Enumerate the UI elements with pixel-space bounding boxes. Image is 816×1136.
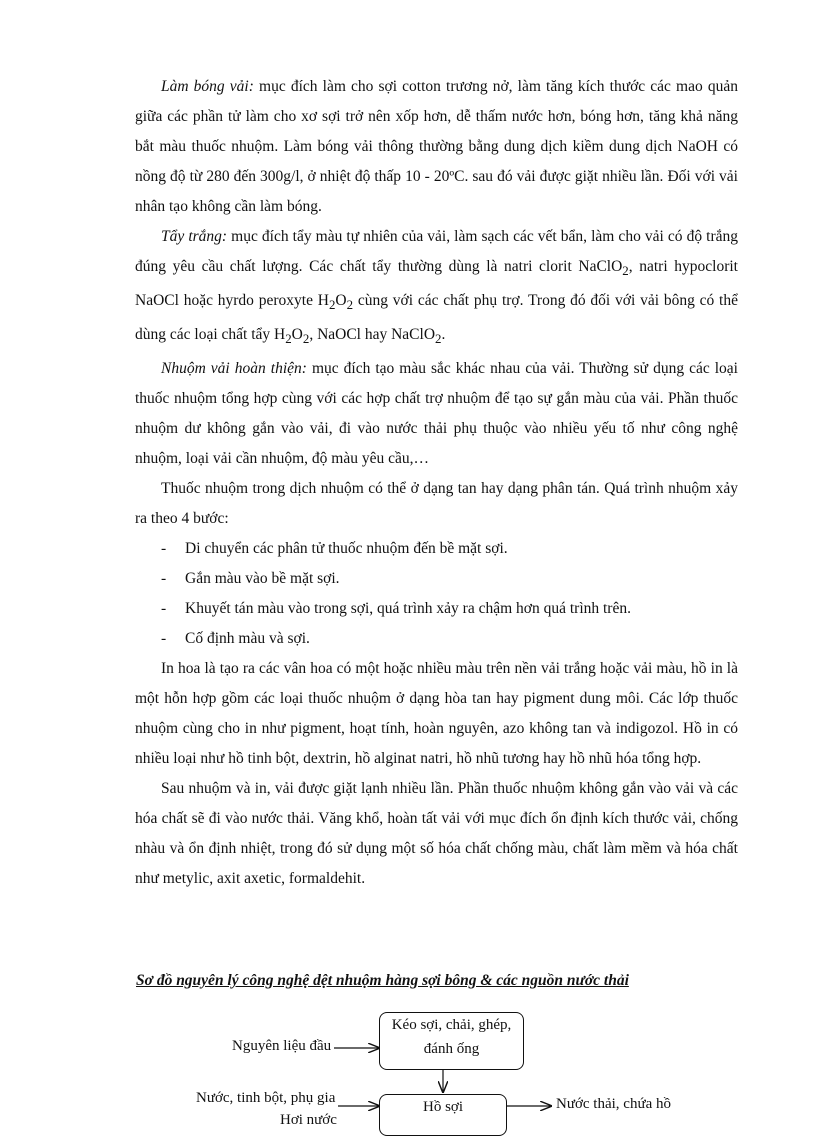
list-item: - Cố định màu và sợi. bbox=[135, 624, 738, 654]
paragraph-sau-nhuom: Sau nhuộm và in, vải được giặt lạnh nhiều lần. Phần thuốc nhuộm không gắn vào vải và các hóa chất sẽ đi vào nước thải. Văng khổ, hoàn tất vải với mục đích ổn định kích thước vải, chống nhàu và ổn định nhiệt, trong đó sử dụng một số hóa chất chống màu, chất làm mềm và hóa chất như metylic, axit axetic, formaldehit. bbox=[135, 780, 738, 888]
term-nhuom: Nhuộm vải hoàn thiện: bbox=[161, 360, 307, 378]
list-item: - Di chuyển các phân tử thuốc nhuộm đến bề mặt sợi. bbox=[135, 534, 738, 564]
input-label-nuoc-tinh-bot: Nước, tinh bột, phụ gia bbox=[196, 1090, 336, 1106]
process-box-keo-soi: Kéo sợi, chải, ghép, đánh ống bbox=[379, 1012, 524, 1070]
diagram-heading: Sơ đồ nguyên lý công nghệ dệt nhuộm hàng sợi bông & các nguồn nước thải bbox=[136, 972, 629, 989]
paragraph-tay-trang: Tẩy trắng: mục đích tẩy màu tự nhiên của vải, làm sạch các vết bẩn, làm cho vải có độ trắng đúng yêu cầu chất lượng. Các chất tẩy thường dùng là natri clorit NaClO$_2$, natri hypoclorit NaOCl hoặc hyrdo peroxyte $H_2O_2$ cùng với các chất phụ trợ. Trong đó đối với vải bông có thể dùng các loại chất tẩy $H_2O_2$, NaOCl hay NaClO$_2$. bbox=[135, 228, 739, 347]
paragraph-thuoc-nhuom: Thuốc nhuộm trong dịch nhuộm có thể ở dạng tan hay dạng phân tán. Quá trình nhuộm xảy ra theo 4 bước: bbox=[135, 480, 738, 528]
term-tay-trang: Tẩy trắng: bbox=[161, 228, 228, 245]
input-label-hoi-nuoc: Hơi nước bbox=[280, 1112, 337, 1128]
output-label-nuoc-thai: Nước thải, chứa hồ bbox=[556, 1096, 671, 1112]
term-lam-bong: Làm bóng vải: bbox=[161, 78, 254, 95]
list-item: - Khuyết tán màu vào trong sợi, quá trình xảy ra chậm hơn quá trình trên. bbox=[135, 594, 738, 624]
process-box-ho-soi: Hồ sợi bbox=[379, 1094, 507, 1136]
paragraph-in-hoa: In hoa là tạo ra các vân hoa có một hoặc nhiều màu trên nền vải trắng hoặc vải màu, hồ in là một hỗn hợp gồm các loại thuốc nhuộm ở dạng hòa tan hay pigment dung môi. Các lớp thuốc nhuộm cùng cho in như pigment, hoạt tính, hoàn nguyên, azo không tan và indigozol. Hồ in có nhiều loại như hồ tinh bột, dextrin, hồ alginat natri, hồ nhũ tương hay hồ nhũ hóa tổng hợp. bbox=[135, 660, 738, 768]
paragraph-lam-bong: Làm bóng vải: mục đích làm cho sợi cotton trương nở, làm tăng kích thước các mao quản giữa các phần tử làm cho xơ sợi trở nên xốp hơn, dễ thấm nước hơn, bóng hơn, tăng khả năng bắt màu thuốc nhuộm. Làm bóng vải thông thường bằng dung dịch kiềm dung dịch NaOH có nồng độ từ 280 đến 300g/l, ở nhiệt độ thấp 10 - 20ºC. sau đó vải được giặt nhiều lần. Đối với vải nhân tạo không cần làm bóng. bbox=[135, 78, 738, 215]
input-label-nguyen-lieu: Nguyên liệu đầu bbox=[232, 1038, 332, 1054]
list-item: - Gắn màu vào bề mặt sợi. bbox=[135, 564, 738, 594]
paragraph-nhuom: Nhuộm vải hoàn thiện: mục đích tạo màu sắc khác nhau của vải. Thường sử dụng các loại thuốc nhuộm tổng hợp cùng với các hợp chất trợ nhuộm để tạo sự gắn màu của vải. Phần thuốc nhuộm dư không gắn vào vải, đi vào nước thải phụ thuộc vào nhiều yếu tố như công nghệ nhuộm, loại vải cần nhuộm, độ màu yêu cầu,… bbox=[135, 360, 738, 468]
